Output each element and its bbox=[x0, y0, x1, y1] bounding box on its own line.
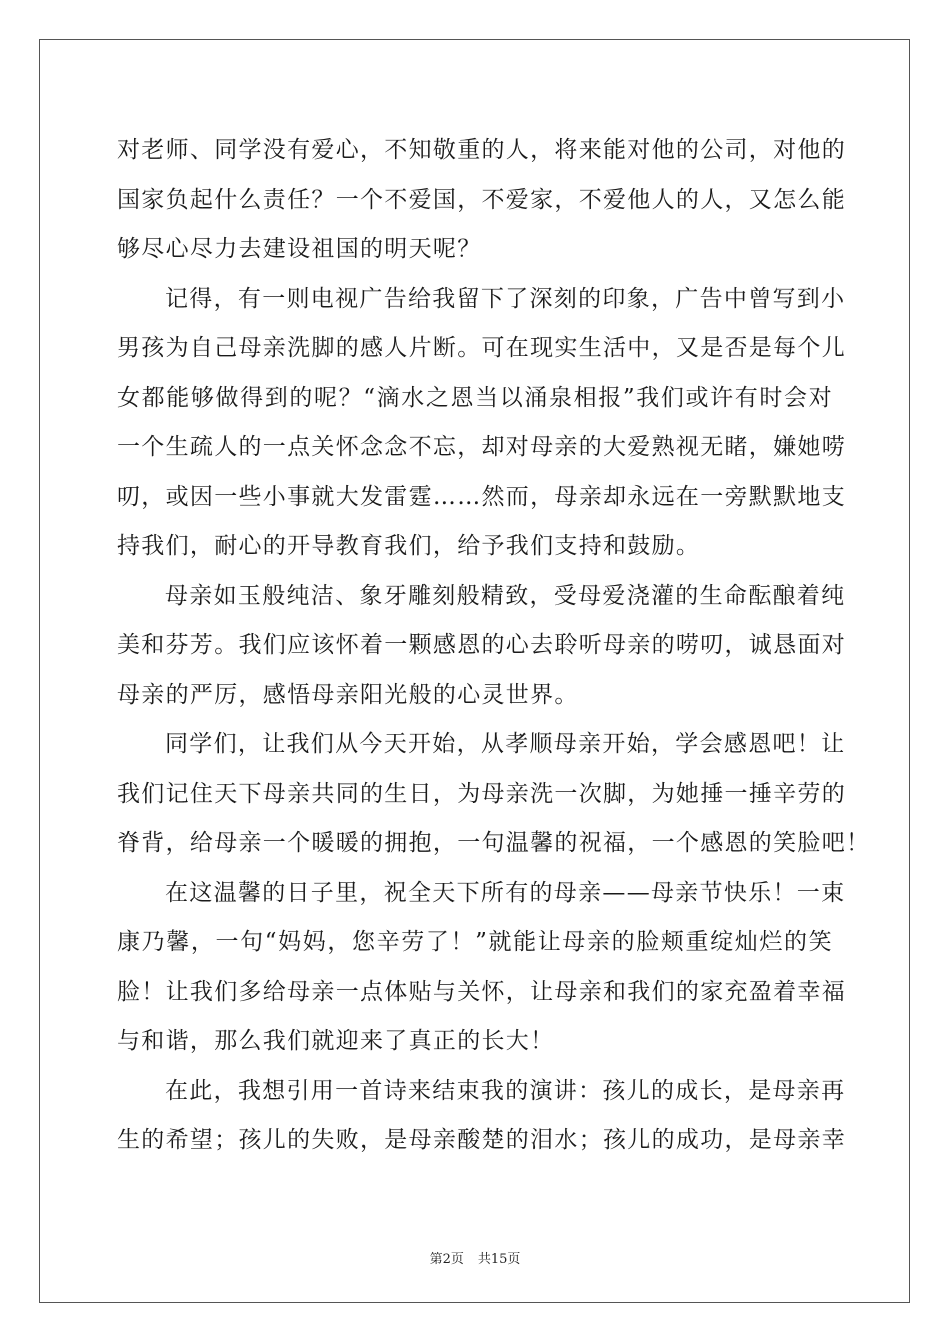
text-line: 在这温馨的日子里，祝全天下所有的母亲——母亲节快乐！一束 bbox=[165, 879, 846, 906]
text-line: 生的希望；孩儿的失败，是母亲酸楚的泪水；孩儿的成功，是母亲幸 bbox=[117, 1127, 846, 1153]
page-footer bbox=[0, 1248, 950, 1267]
text-line: 脸！让我们多给母亲一点体贴与关怀，让母亲和我们的家充盈着幸福 bbox=[117, 978, 846, 1005]
text-line: 叨，或因一些小事就大发雷霆……然而，母亲却永远在一旁默默地支 bbox=[117, 483, 846, 510]
document-body bbox=[117, 126, 871, 1166]
text-line: 男孩为自己母亲洗脚的感人片断。可在现实生活中，又是否是每个儿 bbox=[117, 335, 846, 361]
page-number: 第2页 bbox=[429, 1252, 464, 1267]
text-line: 母亲的严厉，感悟母亲阳光般的心灵世界。 bbox=[117, 681, 579, 708]
text-line: 对老师、同学没有爱心，不知敬重的人，将来能对他的公司，对他的 bbox=[117, 137, 846, 163]
text-line: 够尽心尽力去建设祖国的明天呢？ bbox=[117, 236, 482, 262]
text-line: 美和芬芳。我们应该怀着一颗感恩的心去聆听母亲的唠叨，诚恳面对 bbox=[117, 632, 846, 658]
text-line: 国家负起什么责任？一个不爱国，不爱家，不爱他人的人，又怎么能 bbox=[117, 186, 846, 213]
text-line: 在此，我想引用一首诗来结束我的演讲：孩儿的成长，是母亲再 bbox=[165, 1077, 846, 1104]
page-total: 共15页 bbox=[477, 1252, 521, 1267]
text-line: 记得，有一则电视广告给我留下了深刻的印象，广告中曾写到小 bbox=[165, 285, 846, 312]
text-line: 一个生疏人的一点关怀念念不忘，却对母亲的大爱熟视无睹，嫌她唠 bbox=[117, 434, 846, 460]
text-line: 母亲如玉般纯洁、象牙雕刻般精致，受母爱浇灌的生命酝酿着纯 bbox=[165, 582, 846, 609]
text-line: 女都能够做得到的呢？“滴水之恩当以涌泉相报”我们或许有时会对 bbox=[117, 384, 833, 411]
text-line: 同学们，让我们从今天开始，从孝顺母亲开始，学会感恩吧！让 bbox=[165, 731, 846, 757]
text-line: 持我们，耐心的开导教育我们，给予我们支持和鼓励。 bbox=[117, 533, 701, 559]
text-line: 我们记住天下母亲共同的生日，为母亲洗一次脚，为她捶一捶辛劳的 bbox=[117, 780, 846, 807]
text-line: 脊背，给母亲一个暖暖的拥抱，一句温馨的祝福，一个感恩的笑脸吧！ bbox=[117, 830, 871, 856]
text-line: 与和谐，那么我们就迎来了真正的长大！ bbox=[117, 1028, 555, 1054]
text-line: 康乃馨，一句“妈妈，您辛劳了！”就能让母亲的脸颊重绽灿烂的笑 bbox=[117, 929, 833, 955]
